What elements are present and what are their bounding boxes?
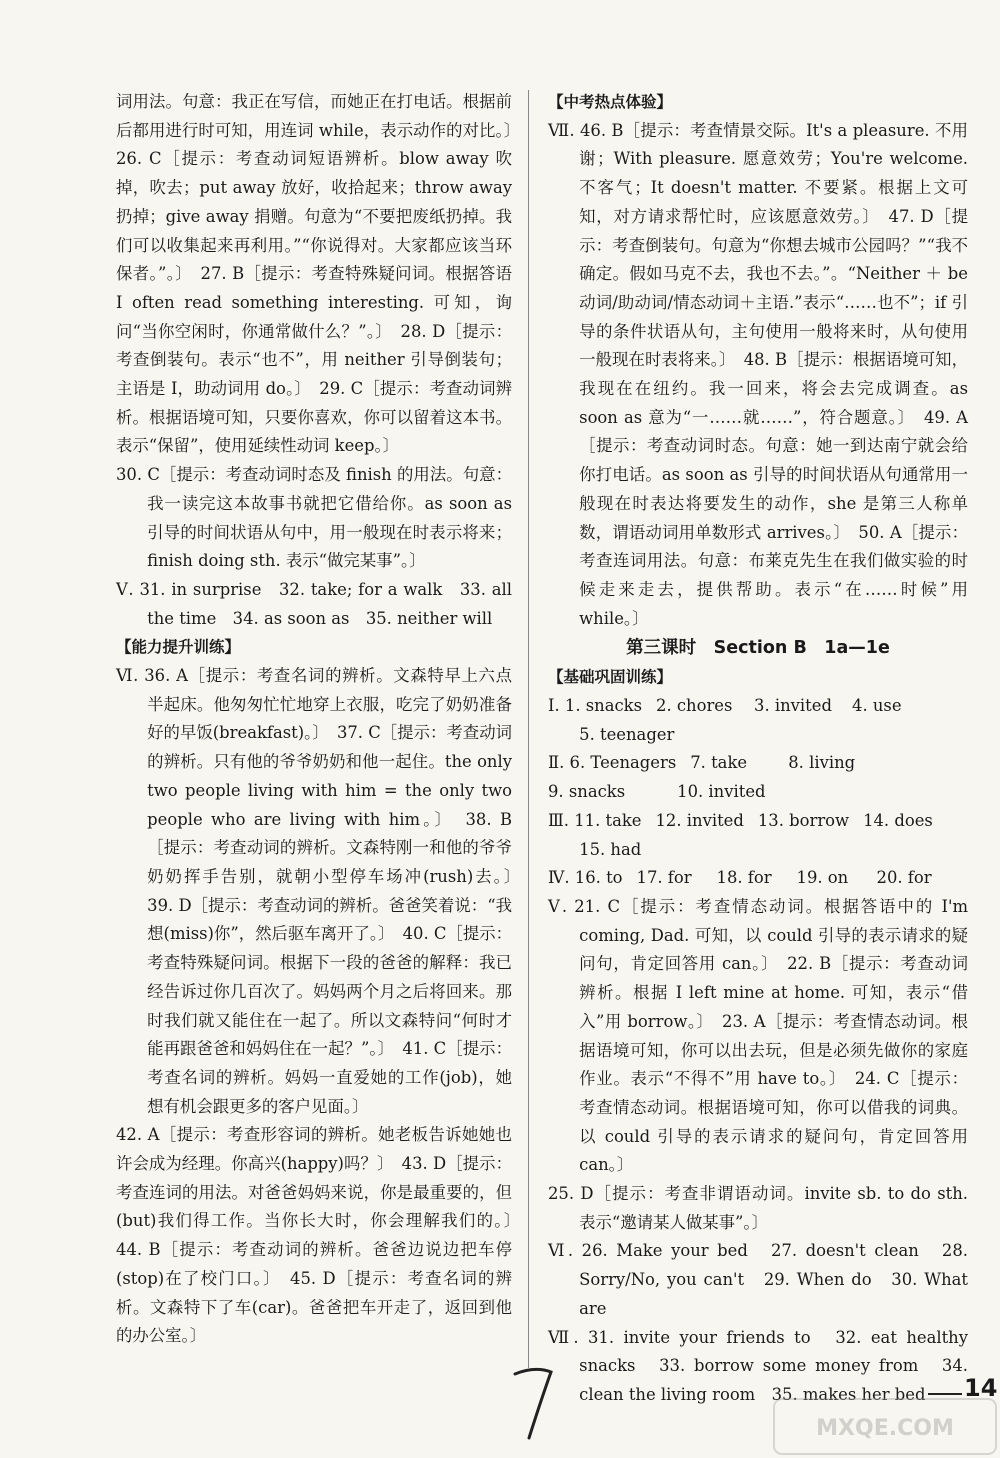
answer-item: Ⅲ. 11. take: [548, 810, 642, 830]
ability-heading: 【能力提升训练】: [116, 638, 241, 657]
answer-item: 4. use: [852, 696, 902, 716]
section-v-answers-b-25: 25. D［提示：考查非谓语动词。invite sb. to do sth. 表示“邀请某人做某事”。〕: [548, 1184, 968, 1232]
lesson-title: 第三课时 Section B 1a—1e: [626, 638, 890, 659]
left-column: [116, 88, 529, 1351]
answer-item: 19. on: [796, 868, 849, 888]
handwritten-seven-mark: [505, 1360, 565, 1445]
section-vii-answers: Ⅶ. 46. B［提示：考查情景交际。It's a pleasure. 不用谢；With pleasure. 愿意效劳；You're welcome. 不客气；It doesn't matter. 不要紧。根据上文可知，对方请求帮忙时，应该愿意效劳。〕 47. D［提示：考查倒装句。句意为“你想去城市公园吗？”“我不确定。假如马克不去，我也不去。”。“Neither ＋ be 动词/助动词/情态动词＋主语.”表示“……也不”；if 引导的条件状语从句，主句使用一般将来时，从句使用一般现在时表将来。〕 48. B［提示：根据语境可知，我现在在纽约。我一回来，将会去完成调查。as soon as 意为“一……就……”，符合题意。〕 49. A［提示：考查动词时态。句意：她一到达南宁就会给你打电话。as soon as 引导的时间状语从句通常用一般现在时表达将要发生的动作，she 是第三人称单数，谓语动词用单数形式 arrives。〕 50. A［提示：考查连词用法。句意：布莱克先生在我们做实验的时候走来走去，提供帮助。表示“在……时候”用 while。〕: [548, 120, 968, 628]
answer-item: 17. for: [636, 868, 692, 888]
answer-item: 10. invited: [677, 782, 766, 802]
svg-text:MXQE.COM: MXQE.COM: [816, 1416, 954, 1441]
answer-item: 12. invited: [655, 810, 744, 830]
answer-paragraph-1: 词用法。句意：我正在写信，而她正在打电话。根据前后都用进行时可知，用连词 while，表示动作的对比。〕 26. C［提示：考查动词短语辨析。blow away 吹掉，吹去；put away 放好，收拾起来；throw away 扔掉；give away 捐赠。句意为“不要把废纸扔掉。我们可以收集起来再利用。”“你说得对。大家都应该当环保者。”。〕 27. B［提示：考查特殊疑问词。根据答语 I often read something interesting. 可知，询问“当你空闲时，你通常做什么？”。〕 28. D［提示：考查倒装句。表示“也不”，用 neither 引导倒装句；主语是 I，助动词用 do。〕 29. C［提示：考查动词辨析。根据语境可知，只要你喜欢，你可以留着这本书。表示“保留”，使用延续性动词 keep。〕: [116, 92, 529, 456]
section-v-answers-b: Ⅴ. 21. C［提示：考查情态动词。根据答语中的 I'm coming, Dad. 可知，以 could 引导的表示请求的疑问句，肯定回答用 can。〕 22. B［提示：考查动词辨析。根据 I left mine at home. 可知，表示“借入”用 borrow。〕 23. A［提示：考查情态动词。根据语境可知，你可以出去玩，但是必须先做你的家庭作业。表示“不得不”用 have to。〕 24. C［提示：考查情态动词。根据语境可知，你可以借我的词典。以 could 引导的表示请求的疑问句，肯定回答用 can。〕: [548, 896, 968, 1175]
answer-item: Ⅱ. 6. Teenagers: [548, 753, 677, 773]
answer-item: 15. had: [579, 839, 642, 859]
section-ii-row: [548, 749, 968, 806]
page-number: 14: [964, 1374, 998, 1402]
answer-item: 13. borrow: [757, 810, 850, 830]
answer-item: 8. living: [788, 753, 856, 773]
answer-item: 5. teenager: [579, 724, 675, 744]
section-vi-answers: Ⅵ. 36. A［提示：考查名词的辨析。文森特早上六点半起床。他匆匆忙忙地穿上衣服，吃完了奶奶准备好的早饭(breakfast)。〕 37. C［提示：考查动词的辨析。只有他的爷爷奶奶和他一起住。the only two people living with him = the only two people who are living with him。〕 38. B［提示：考查动词的辨析。文森特刚一和他的爷爷奶奶挥手告别，就朝小型停车场冲(rush)去。〕 39. D［提示：考查动词的辨析。爸爸笑着说：“我想(miss)你”，然后驱车离开了。〕 40. C［提示：考查特殊疑问词。根据下一段的爸爸的解释：我已经告诉过你几百次了。妈妈两个月之后将回来。那时我们就又能住在一起了。所以文森特问“何时才能再跟爸爸和妈妈住在一起？”。〕 41. C［提示：考查名词的辨析。妈妈一直爱她的工作(job)，她想有机会跟更多的客户见面。〕: [116, 666, 529, 1116]
right-column: [548, 88, 968, 1410]
basic-heading: 【基础巩固训练】: [548, 668, 673, 687]
section-v-answers: Ⅴ. 31. in surprise 32. take; for a walk 33. all the time 34. as soon as 35. neither will: [116, 579, 512, 628]
exam-heading: 【中考热点体验】: [548, 93, 673, 111]
answer-item: 20. for: [876, 868, 932, 888]
answer-item: 3. invited: [754, 696, 832, 716]
column-divider: [528, 90, 529, 1368]
answer-item: 18. for: [716, 868, 772, 888]
answer-item: 14. does: [863, 810, 933, 830]
section-iii-row: [548, 807, 968, 864]
watermark-logo: [770, 1395, 1000, 1458]
section-vi-answers-b: Ⅵ. 26. Make your bed 27. doesn't clean 28. Sorry/No, you can't 29. When do 30. What are: [548, 1241, 968, 1318]
answer-item: 9. snacks: [548, 782, 626, 802]
answer-item: Ⅳ. 16. to: [548, 868, 623, 888]
section-vii-answers-b: Ⅶ. 31. invite your friends to 32. eat healthy snacks 33. borrow some money from 34. clean the living room 35. makes her bed: [548, 1327, 968, 1404]
section-i-row: [548, 692, 968, 749]
answer-paragraph-30: 30. C［提示：考查动词时态及 finish 的用法。句意：我一读完这本故事书就把它借给你。as soon as 引导的时间状语从句中，用一般现在时表示将来；finish doing sth. 表示“做完某事”。〕: [116, 465, 512, 571]
answer-item: 2. chores: [656, 696, 733, 716]
section-iv-row: [548, 864, 968, 893]
answer-item: 7. take: [690, 753, 748, 773]
answer-item: Ⅰ. 1. snacks: [548, 696, 643, 716]
section-vi-answers-continued: 42. A［提示：考查形容词的辨析。她老板告诉她她也许会成为经理。你高兴(happy)吗？〕 43. D［提示：考查连词的用法。对爸爸妈妈来说，你是最重要的，但(but)我们得工作。当你长大时，你会理解我们的。〕 44. B［提示：考查动词的辨析。爸爸边说边把车停(stop)在了校门口。〕 45. D［提示：考查名词的辨析。文森特下了车(car)。爸爸把车开走了，返回到他的办公室。〕: [116, 1125, 529, 1346]
